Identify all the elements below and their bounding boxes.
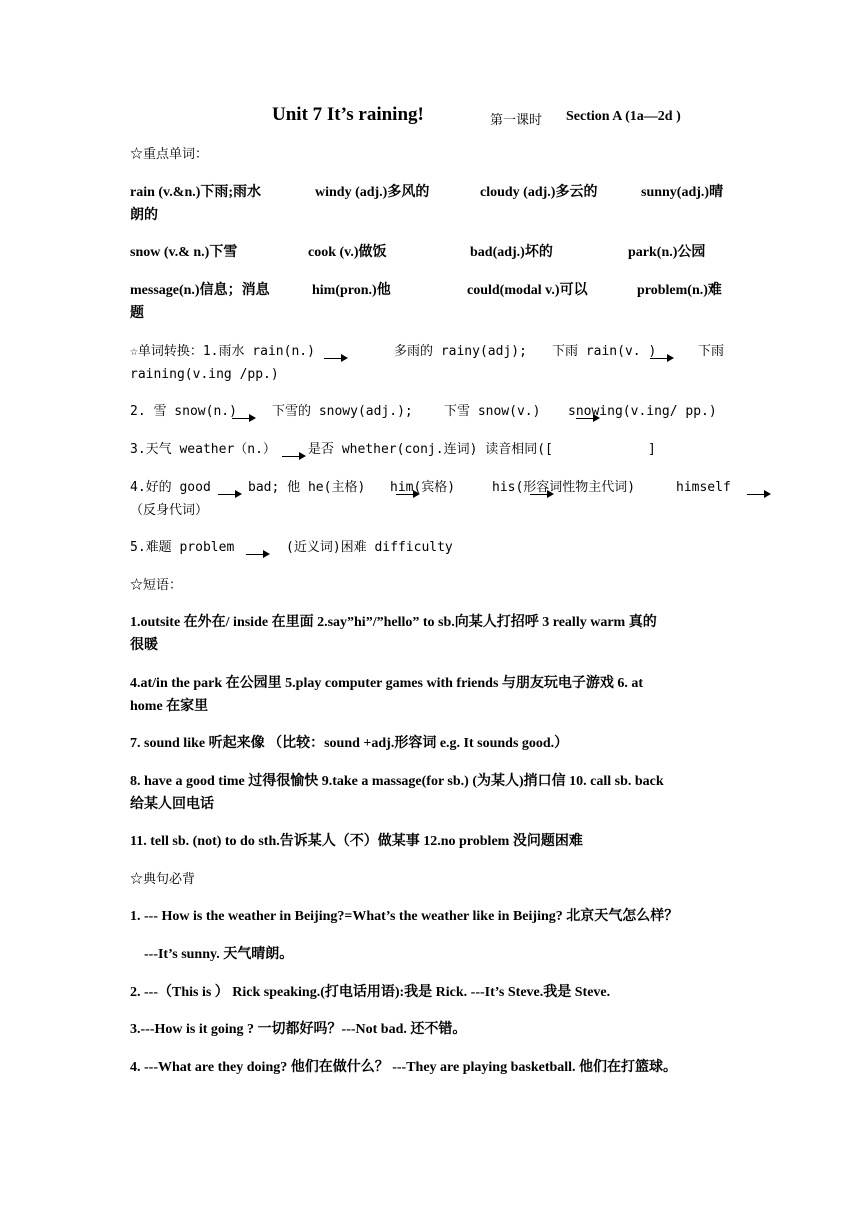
phrases-heading: ☆短语： (130, 578, 183, 593)
conversion-text: 下雨 rain(v. ) (552, 344, 657, 359)
lesson-label: 第一课时 (490, 113, 543, 128)
arrow-icon (747, 489, 771, 499)
vocab-item: him(pron.)他 (312, 283, 391, 298)
arrow-icon (246, 549, 270, 559)
arrow-icon (324, 353, 348, 363)
conversion-text: him(宾格) (390, 480, 456, 495)
conversion-line-5 (130, 537, 730, 559)
sentence-line: 4. ---What are they doing? 他们在做什么？ ---They are playing basketball. 他们在打篮球。 (130, 1060, 678, 1075)
conversion-text: his(形容词性物主代词) (492, 480, 636, 495)
vocab-row-1 (130, 182, 730, 204)
conversion-line-2 (130, 401, 730, 423)
conversion-text: 4.好的 good (130, 480, 211, 495)
arrow-icon (218, 489, 242, 499)
vocab-heading: ☆重点单词： (130, 147, 209, 162)
arrow-icon (232, 413, 256, 423)
vocab-item: park(n.)公园 (628, 245, 706, 260)
conversion-text: 是否 whether(conj.连词) 读音相同([ (308, 442, 553, 457)
sentence-line: 2. ---（This is ） Rick speaking.(打电话用语):我是 Rick. ---It’s Steve.我是 Steve. (130, 985, 611, 1000)
vocab-item: cook (v.)做饭 (308, 245, 387, 260)
conversion-text: (近义词)困难 difficulty (286, 540, 453, 555)
sentence-line: 1. --- How is the weather in Beijing?=What’s the weather like in Beijing? 北京天气怎么样？ (130, 909, 679, 924)
vocab-item: bad(adj.)坏的 (470, 245, 553, 260)
conversion-text: himself (676, 480, 731, 495)
phrase-line-wrap: 很暖 (130, 638, 158, 653)
phrase-line: 8. have a good time 过得很愉快 9.take a massage(for sb.) (为某人)捎口信 10. call sb. back (130, 774, 664, 789)
conversion-line-4-wrap: （反身代词） (130, 503, 209, 518)
vocab-item: snow (v.& n.)下雪 (130, 245, 238, 260)
vocab-row-3-wrap: 题 (130, 306, 144, 321)
phrase-line: 1.outsite 在外在/ inside 在里面 2.say”hi”/”hello” to sb.向某人打招呼 3 really warm 真的 (130, 615, 657, 630)
conversion-line-3 (130, 439, 730, 461)
title-row (0, 104, 860, 132)
phrase-line: 7. sound like 听起来像 （比较：sound +adj.形容词 e.g. It sounds good.） (130, 736, 569, 751)
conversion-text: 2. 雪 snow(n.) (130, 404, 237, 419)
phrase-line-wrap: 给某人回电话 (130, 797, 214, 812)
vocab-item: windy (adj.)多风的 (315, 185, 430, 200)
phrase-line: 4.at/in the park 在公园里 5.play computer games with friends 与朋友玩电子游戏 6. at (130, 676, 644, 691)
section-label: Section A (1a—2d ) (566, 109, 681, 124)
sentences-heading: ☆典句必背 (130, 872, 196, 887)
conversion-text: ] (648, 442, 656, 457)
vocab-row-1-wrap: 朗的 (130, 208, 158, 223)
conversion-text: bad; 他 he(主格) (248, 480, 366, 495)
conversion-line-4 (130, 477, 730, 499)
conversion-line-1 (130, 341, 730, 363)
vocab-item: rain (v.&n.)下雨;雨水 (130, 185, 262, 200)
vocab-item: could(modal v.)可以 (467, 283, 588, 298)
conversion-text: 多雨的 rainy(adj); (394, 344, 527, 359)
vocab-item: message(n.)信息；消息 (130, 283, 270, 298)
conversion-text: 下雨 (698, 344, 725, 359)
unit-title: Unit 7 It’s raining! (272, 104, 424, 125)
sentence-line: 3.---How is it going ? 一切都好吗？---Not bad. 还不错。 (130, 1022, 467, 1037)
vocab-item: problem(n.)难 (637, 283, 722, 298)
vocab-row-3 (130, 280, 730, 302)
conversion-text: 下雪的 snowy(adj.); (272, 404, 413, 419)
conversion-line-1-wrap: raining(v.ing /pp.) (130, 367, 279, 382)
arrow-icon (650, 353, 674, 363)
conversion-text: 5.难题 problem (130, 540, 235, 555)
vocab-item: cloudy (adj.)多云的 (480, 185, 598, 200)
phrase-line-wrap: home 在家里 (130, 699, 209, 714)
arrow-icon (282, 451, 306, 461)
conversion-text: snowing(v.ing/ pp.) (568, 404, 717, 419)
phrase-line: 11. tell sb. (not) to do sth.告诉某人（不）做某事 12.no problem 没问题困难 (130, 834, 583, 849)
conversion-text: 下雪 snow(v.) (444, 404, 541, 419)
vocab-item: sunny(adj.)晴 (641, 185, 724, 200)
conversion-text: ☆单词转换：1.雨水 rain(n.) (130, 344, 315, 359)
conversion-text: 3.天气 weather（n.） (130, 442, 276, 457)
vocab-row-2 (130, 242, 730, 264)
sentence-line: ---It’s sunny. 天气晴朗。 (144, 947, 294, 962)
